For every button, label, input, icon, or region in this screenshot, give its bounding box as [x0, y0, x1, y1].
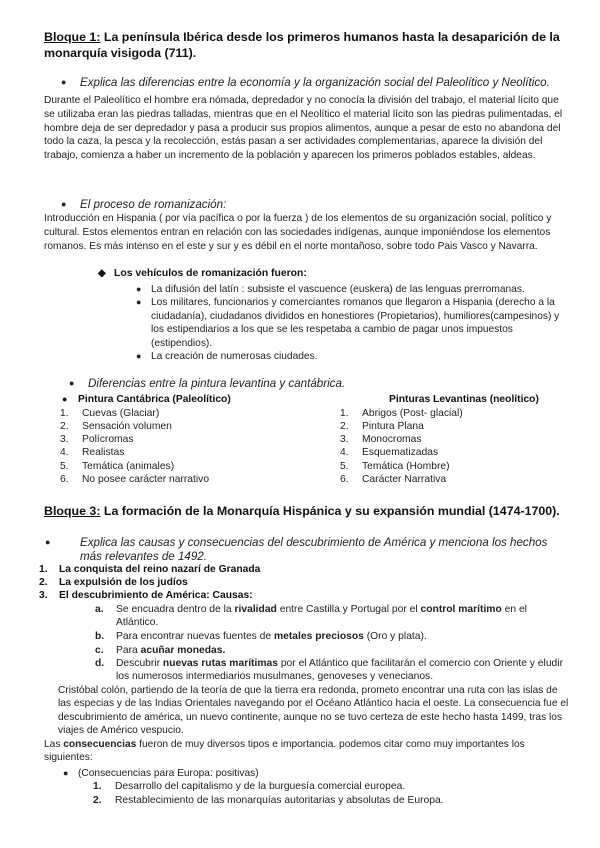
bullet-icon: ●	[69, 378, 75, 388]
list-item: 1. Cuevas (Glaciar)	[60, 408, 160, 419]
cantabrica-heading: ● Pintura Cantábrica (Paleolítico)	[62, 394, 231, 405]
list-item: 3. Monocromas	[340, 434, 422, 445]
list-item: 5. Temática (animales)	[60, 461, 175, 472]
bloque1-title: La península Ibérica desde los primeros humanos hasta la desaparición de la monarquía visigoda (711).	[44, 30, 560, 60]
list-item: 4. Esquematizadas	[340, 447, 439, 458]
list-item: 6. Carácter Narrativa	[340, 474, 447, 485]
bullet-icon: ●	[61, 199, 67, 209]
list-item: b. Para encontrar nuevas fuentes de metales preciosos (Oro y plata).	[95, 631, 427, 642]
paragraph-romanizacion: Introducción en Hispania ( por vía pacífica o por la fuerza ) de los elementos de su organización social, político y cultural. Estos elementos entran en relación con las sociedades indígenas, aunque imponiéndose los elementos romanos. Es más intenso en el este y sur y es débil en el norte montañoso, sobre todo Pais Vasco y Navarra.	[44, 213, 552, 252]
question-paleolitico: ● Explica las diferencias entre la economía y la organización social del Paleolítico y Neolítico.	[61, 76, 550, 89]
list-item: a. Se encuadra dentro de la rivalidad entre Castilla y Portugal por el control marítimo en el Atlántico.	[95, 604, 527, 629]
bloque1-heading	[44, 30, 564, 61]
paragraph-paleolitico: Durante el Paleolítico el hombre era nómada, depredador y no conocía la división del trabajo, el material lícito que se utilizaba eran las piedras talladas, mientras que en el Neolítico el material lícito son las piedras pulimentadas, el hombre deja de ser depredador y pasa a producir sus propios alimentos, aunque a pesar de esto no abandona del todo la caza, la pesca y la recolección, estás pasan a ser actividades complementarias, aparece la división del trabajo, comienza a haber un incremento de la población y aparecen los primeros poblados estables, aldeas.	[44, 95, 563, 162]
list-item: 2. Pintura Plana	[340, 421, 424, 432]
paragraph-colon: Cristóbal colón, partiendo de la teoría de que la tierra era redonda, prometo encontrar una ruta con las islas de las especias y de las Indias Orientales navegando por el Océano Atlántico hacia el oeste. La consecuencia fue el descubrimiento de américa, un nuevo continente, aunque no se tuvo certeza de este hecho hasta 1499, tras los viajes de Américo vespucio.	[58, 685, 569, 737]
bullet-icon: ●	[136, 351, 142, 361]
question-romanizacion: ● El proceso de romanización:	[61, 198, 227, 211]
list-item: d. Descubrir nuevas rutas marítimas por el Atlántico que facilitarán el comercio con Oriente y eludir los numerosos intermediarios musulmanes, genoveses y venecianos.	[95, 658, 563, 683]
europa-heading: ● (Consecuencias para Europa: positivas)	[63, 768, 259, 779]
list-item: 3. Polícromas	[60, 434, 134, 445]
vehiculos-heading: ◆ Los vehículos de romanización fueron:	[98, 268, 307, 279]
list-item: 2. Restablecimiento de las monarquías autoritarias y absolutas de Europa.	[93, 795, 444, 806]
list-item: 6. No posee carácter narrativo	[60, 474, 210, 485]
question-pintura: ● Diferencias entre la pintura levantina y cantábrica.	[69, 377, 346, 390]
list-item: c. Para acuñar monedas.	[95, 645, 226, 656]
bullet-icon: ●	[63, 768, 69, 778]
bullet-icon: ●	[61, 77, 67, 87]
bullet-icon: ●	[62, 394, 68, 404]
list-item: 3. El descubrimiento de América: Causas:	[39, 590, 253, 601]
bloque3-title: La formación de la Monarquía Hispánica y su expansión mundial (1474-1700).	[103, 504, 560, 518]
list-item: 4. Realistas	[60, 447, 125, 458]
levantina-heading: Pinturas Levantinas (neolítico)	[389, 394, 539, 405]
bloque3-label: Bloque 3:	[44, 504, 101, 518]
list-item: 1. Abrigos (Post- glacial)	[340, 408, 463, 419]
bloque1-label: Bloque 1:	[44, 30, 101, 44]
list-item: ● Los militares, funcionarios y comerciantes romanos que llegaron a Hispania (derecho a la ciudadanía), ciudadanos divididos en honestiores (Propietarios), humiliores(campesinos) y los estipendiarios a los que se les respetaba a cambio de pagar unos impuestos (estipendios).	[136, 297, 560, 349]
list-item: ● La creación de numerosas ciudades.	[136, 351, 318, 362]
bullet-icon: ●	[45, 537, 51, 547]
list-item: 1. La conquista del reino nazarí de Granada	[39, 564, 261, 575]
list-item: 2. Sensación volumen	[60, 421, 172, 432]
list-item: ● La difusión del latín : subsiste el vascuence (euskera) de las lenguas prerromanas.	[136, 284, 525, 295]
list-item: 2. La expulsión de los judíos	[39, 577, 188, 588]
bloque3-heading	[44, 504, 564, 520]
bullet-icon: ●	[136, 297, 142, 307]
question-america: ● Explica las causas y consecuencias del descubrimiento de América y menciona los hechos más relevantes de 1492.	[45, 536, 548, 563]
list-item: 5. Temática (Hombre)	[340, 461, 450, 472]
diamond-bullet-icon: ◆	[98, 268, 106, 279]
paragraph-consecuencias: Las consecuencias fueron de muy diversos tipos e importancia. podemos citar como muy importantes los siguientes:	[44, 739, 525, 764]
bullet-icon: ●	[136, 284, 142, 294]
list-item: 1. Desarrollo del capitalismo y de la burguesía comercial europea.	[93, 781, 406, 792]
